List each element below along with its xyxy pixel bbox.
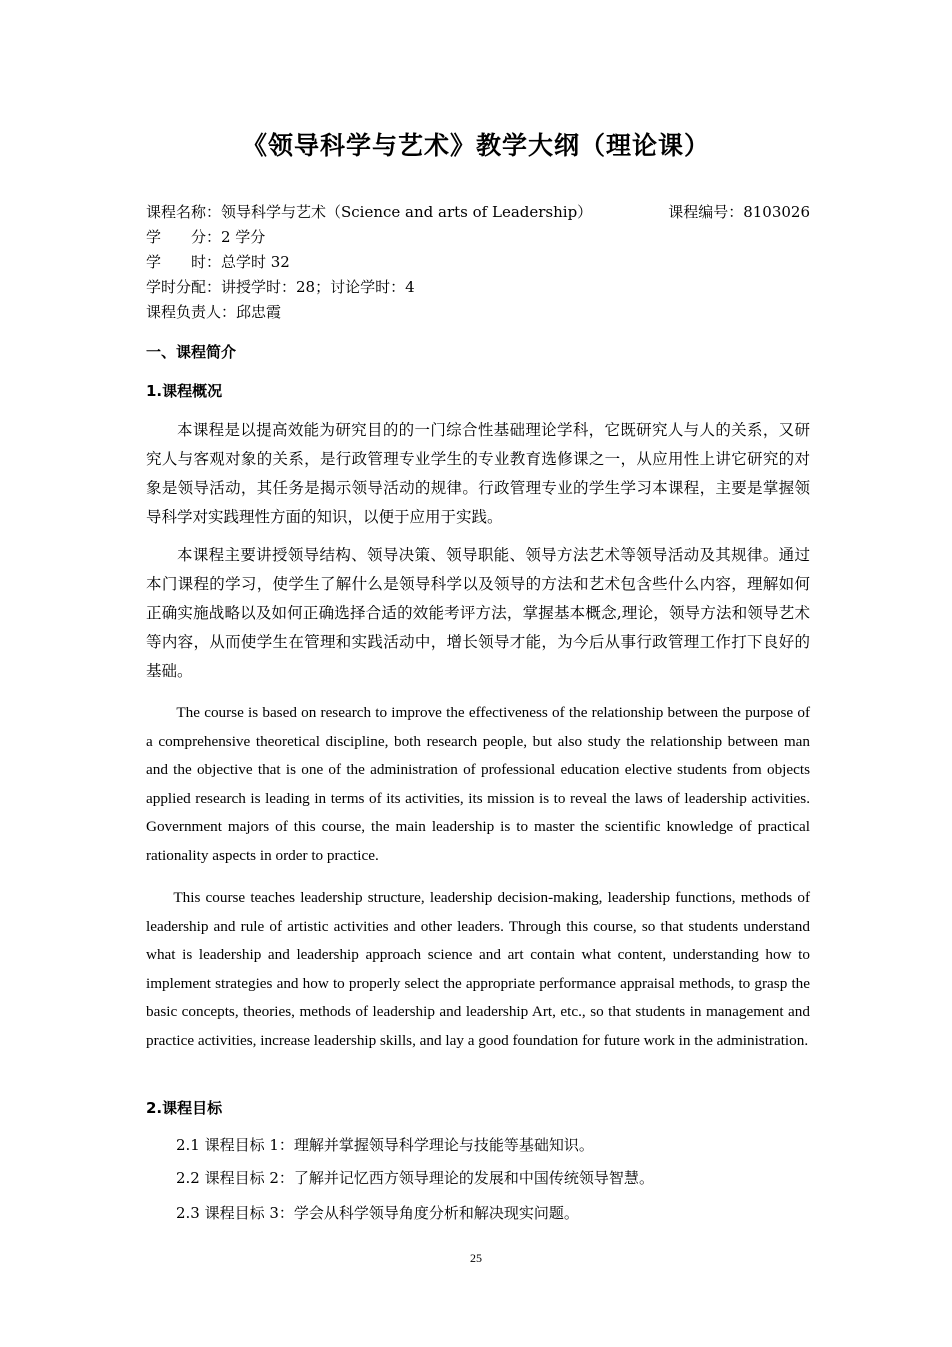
goal-item-2: 2.2 课程目标 2：了解并记忆西方领导理论的发展和中国传统领导智慧。	[176, 1169, 654, 1187]
paragraph-zh-2: 本课程主要讲授领导结构、领导决策、领导职能、领导方法艺术等领导活动及其规律。通过本门课程的学习，使学生了解什么是领导科学以及领导的方法和艺术包含些什么内容，理解如何正确实施战略以及如何正确选择合适的效能考评方法，掌握基本概念,理论，领导方法和领导艺术等内容，从而使学生在管理和实践活动中，增长领导才能，为今后从事行政管理工作打下良好的基础。	[146, 546, 810, 680]
page-number: 25	[470, 1251, 482, 1265]
course-hours: 学 时：总学时 32	[146, 253, 290, 271]
goal-item-3: 2.3 课程目标 3：学会从科学领导角度分析和解决现实问题。	[176, 1204, 579, 1222]
course-hour-distribution: 学时分配：讲授学时：28；讨论学时：4	[146, 278, 415, 296]
course-code: 课程编号：8103026	[668, 203, 810, 221]
paragraph-en-2: This course teaches leadership structure, leadership decision-making, leadership functions, methods of leadership and rule of artistic activities and other leaders. Through this course, so that students understand what is leadership and leadership approach science and art contain what content, understanding how to implement strategies and how to properly select the appropriate performance appraisal methods, to grasp the basic concepts, theories, methods of leadership and leadership Art, etc., so that students in management and practice activities, increase leadership skills, and lay a good foundation for future work in the administration.	[146, 889, 810, 1049]
page-title: 《领导科学与艺术》教学大纲（理论课）	[241, 131, 710, 160]
course-credits: 学 分：2 学分	[146, 228, 266, 246]
course-instructor: 课程负责人：邱忠霞	[146, 303, 282, 321]
meta-row-name	[146, 200, 810, 225]
subheading-overview: 1.课程概况	[146, 382, 223, 400]
subheading-goals: 2.课程目标	[146, 1099, 223, 1117]
paragraph-zh-1: 本课程是以提高效能为研究目的的一门综合性基础理论学科，它既研究人与人的关系，又研究人与客观对象的关系，是行政管理专业学生的专业教育选修课之一，从应用性上讲它研究的对象是领导活动，其任务是揭示领导活动的规律。行政管理专业的学生学习本课程，主要是掌握领导科学对实践理性方面的知识，以便于应用于实践。	[146, 421, 810, 526]
paragraph-en-1: The course is based on research to improve the effectiveness of the relationship between the purpose of a comprehensive theoretical discipline, both research people, but also study the relationship between man and the objective that is one of the administration of professional education elective students from objects applied research is leading in terms of its activities, its mission is to reveal the laws of leadership activities. Government majors of this course, the main leadership is to master the scientific knowledge of practical rationality aspects in order to practice.	[146, 704, 810, 864]
course-meta	[146, 200, 810, 325]
goal-item-1: 2.1 课程目标 1：理解并掌握领导科学理论与技能等基础知识。	[176, 1136, 594, 1154]
section-heading-intro: 一、课程简介	[146, 343, 237, 361]
course-name: 课程名称：领导科学与艺术（Science and arts of Leadership）	[146, 203, 593, 221]
